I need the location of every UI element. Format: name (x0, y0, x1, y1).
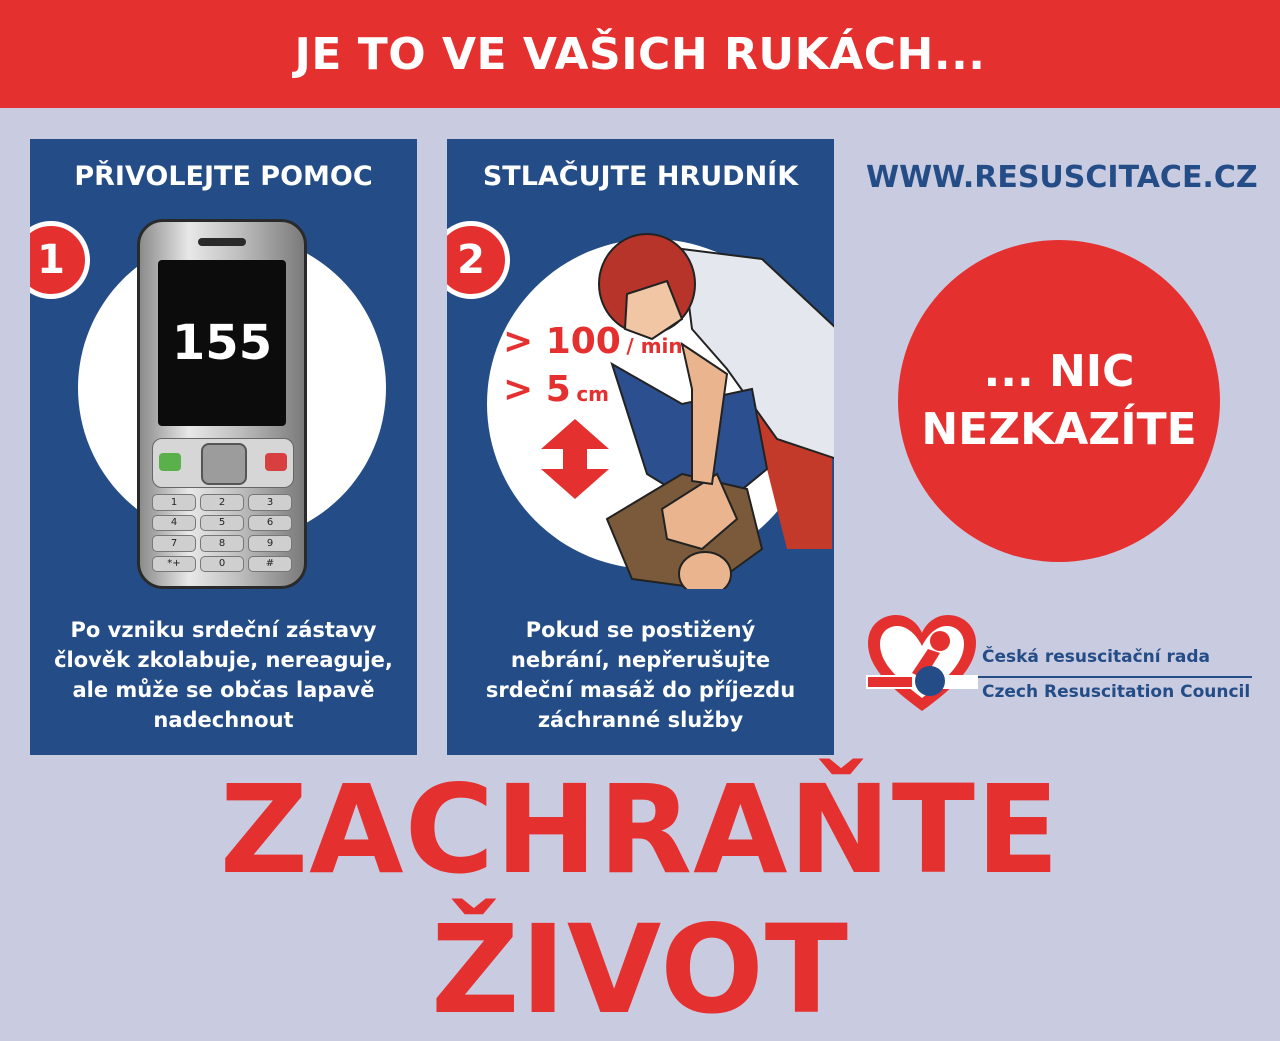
keypad-key: 8 (200, 535, 244, 552)
phone-earpiece (198, 238, 246, 246)
circle-line: NEZKAZÍTE (921, 404, 1197, 455)
description-line: záchranné služby (537, 708, 744, 732)
call-key-icon (159, 453, 181, 471)
council-logo-icon (866, 613, 978, 713)
council-name-cz: Česká resuscitační rada (982, 647, 1210, 667)
circle-line: ... NIC (983, 346, 1135, 397)
keypad-key: 6 (248, 515, 292, 532)
description-line: nadechnout (153, 708, 294, 732)
keypad-key: 3 (248, 494, 292, 511)
keypad-key: 2 (200, 494, 244, 511)
keypad-key: 5 (200, 515, 244, 532)
rate-unit: / min (626, 334, 683, 358)
step-number-badge (447, 221, 510, 299)
reassurance-circle (898, 240, 1220, 562)
description-line: člověk zkolabuje, nereaguje, (54, 648, 393, 672)
description-line: srdeční masáž do příjezdu (485, 678, 796, 702)
description-line: Po vzniku srdeční zástavy (70, 618, 377, 642)
emergency-number: 155 (171, 315, 273, 371)
divider (978, 676, 1252, 678)
cpr-illustration (587, 219, 834, 589)
mobile-phone-illustration (137, 219, 307, 589)
depth-value: > 5 (503, 369, 571, 410)
footer-slogan: ZACHRAŇTE ŽIVOT (219, 759, 1061, 1041)
step-number-badge (30, 221, 90, 299)
panel-title: PŘIVOLEJTE POMOC (74, 161, 373, 192)
panel-call-help (30, 139, 417, 755)
header-banner (0, 0, 1280, 108)
compression-depth (503, 369, 609, 410)
keypad-key: 9 (248, 535, 292, 552)
phone-keypad (152, 494, 292, 572)
rate-value: > 100 (503, 321, 621, 362)
description-line: ale může se občas lapavě (72, 678, 375, 702)
panel-title: STLAČUJTE HRUDNÍK (482, 161, 799, 192)
phone-nav-center (201, 443, 247, 485)
up-down-arrow-icon (539, 419, 611, 499)
panel-description (30, 615, 417, 735)
keypad-key: 0 (200, 556, 244, 573)
panel-chest-compressions (447, 139, 834, 755)
phone-screen (158, 260, 286, 426)
phone-nav-keys (152, 438, 294, 488)
depth-unit: cm (576, 382, 610, 406)
hangup-key-icon (265, 453, 287, 471)
keypad-key: 1 (152, 494, 196, 511)
header-title: JE TO VE VAŠICH RUKÁCH... (294, 28, 986, 80)
panel-description (447, 615, 834, 735)
patient-head-icon (679, 552, 731, 589)
step-number: 1 (37, 237, 65, 283)
council-name-en: Czech Resuscitation Council (982, 682, 1251, 702)
step-number: 2 (457, 237, 485, 283)
keypad-key: *+ (152, 556, 196, 573)
description-line: Pokud se postižený (525, 618, 756, 642)
website-link[interactable]: WWW.RESUSCITACE.CZ (866, 160, 1258, 195)
keypad-key: # (248, 556, 292, 573)
keypad-key: 4 (152, 515, 196, 532)
compression-rate (503, 321, 683, 362)
description-line: nebrání, nepřerušujte (510, 648, 771, 672)
keypad-key: 7 (152, 535, 196, 552)
